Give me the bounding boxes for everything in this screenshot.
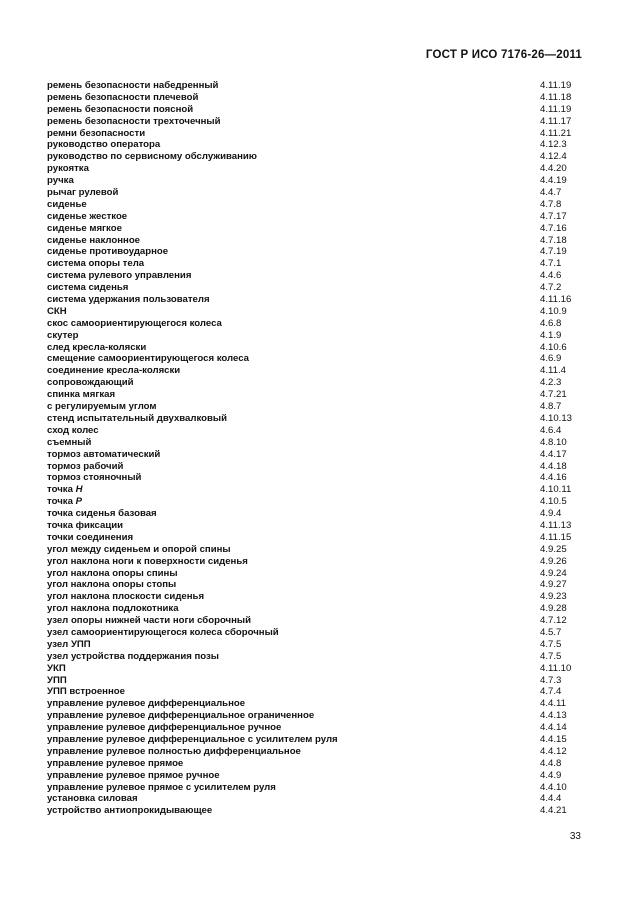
entry-term-text: устройство антиопрокидывающее [47,805,213,817]
entry-reference: 4.4.7 [540,187,562,199]
entry-reference: 4.7.19 [540,246,567,258]
index-entry [47,805,585,817]
document-header: ГОСТ Р ИСО 7176-26—2011 [425,49,582,61]
entry-term [47,211,127,223]
index-entry [47,603,585,615]
entry-term [47,710,314,722]
index-entry [47,116,585,128]
entry-term-text: сопровождающий [47,377,134,389]
index-entry [47,104,585,116]
entry-reference: 4.4.13 [540,710,567,722]
entry-reference: 4.7.12 [540,615,567,627]
entry-term-text: руководство оператора [47,139,161,151]
entry-term [47,128,145,140]
index-entry [47,449,585,461]
entry-term-text: узел самоориентирующегося колеса сборочный [47,626,279,638]
entry-term [47,139,160,151]
entry-term-text: узел УПП [47,638,91,650]
entry-term-text: ремни безопасности [47,127,146,139]
entry-term-text: угол между сиденьем и опорой спины [47,543,231,555]
index-entry [47,211,585,223]
entry-term [47,508,157,520]
entry-reference: 4.4.8 [540,757,562,769]
entry-term [47,270,191,282]
entry-term-text: управление рулевое дифференциальное ограниченное [47,710,315,722]
entry-reference: 4.10.11 [540,484,572,496]
index-entry [47,139,585,151]
index-entry [47,508,585,520]
entry-reference: 4.8.10 [540,436,567,448]
entry-term [47,353,249,365]
entry-reference: 4.1.9 [540,329,562,341]
entry-reference: 4.7.16 [540,222,567,234]
entry-reference: 4.7.17 [540,210,567,222]
index-entry [47,389,585,401]
entry-term-text: сиденье наклонное [47,234,141,246]
entry-reference: 4.9.26 [540,555,567,567]
entry-symbol: P [75,496,82,508]
entry-term-text: сиденье мягкое [47,222,122,234]
entry-term-text: ремень безопасности набедренный [47,80,219,91]
index-entry [47,151,585,163]
index-entry [47,92,585,104]
index-entry [47,710,585,722]
index-entry [47,746,585,758]
index-entry [47,330,585,342]
entry-term [47,282,128,294]
entry-term-text: сиденье жесткое [47,210,128,222]
entry-reference: 4.11.21 [540,127,572,139]
entry-reference: 4.11.13 [540,519,572,531]
entry-term [47,104,193,116]
entry-reference: 4.7.4 [540,686,562,698]
entry-term-text: УКП [47,662,66,674]
entry-term [47,663,66,675]
entry-reference: 4.9.4 [540,508,562,520]
index-entry [47,520,585,532]
entry-reference: 4.4.21 [540,805,567,817]
entry-term [47,365,180,377]
index-entry [47,651,585,663]
entry-term-text: ремень безопасности поясной [47,103,194,115]
entry-term [47,627,279,639]
entry-term [47,639,91,651]
index-entry [47,80,585,92]
index-entry [47,663,585,675]
entry-reference: 4.9.25 [540,543,567,555]
entry-reference: 4.4.18 [540,460,567,472]
index-entry [47,591,585,603]
entry-term [47,461,123,473]
entry-term [47,603,179,615]
entry-term-text: установка силовая [47,793,138,805]
entry-term-text: ремень безопасности трехточечный [47,115,221,127]
entry-reference: 4.11.19 [540,103,572,115]
entry-reference: 4.10.5 [540,496,567,508]
entry-term [47,318,222,330]
entry-term-text: управление рулевое полностью дифференциальное [47,745,301,757]
entry-reference: 4.5.7 [540,626,562,638]
index-entry [47,318,585,330]
entry-term-text: УПП встроенное [47,686,125,698]
index-entry [47,627,585,639]
entry-term-text: управление рулевое прямое [47,757,184,769]
index-list [47,80,585,817]
entry-term [47,698,245,710]
entry-term-text: руководство по сервисному обслуживанию [47,151,257,163]
entry-term-text: с регулируемым углом [47,401,157,413]
entry-reference: 4.12.4 [540,151,567,163]
entry-term [47,591,204,603]
index-entry [47,377,585,389]
entry-reference: 4.4.11 [540,698,566,710]
entry-reference: 4.12.3 [540,139,567,151]
index-entry [47,615,585,627]
entry-term-text: скос самоориентирующегося колеса [47,317,222,329]
entry-reference: 4.9.24 [540,567,567,579]
entry-term-text: рычаг рулевой [47,187,119,199]
entry-term-text: смещение самоориентирующегося колеса [47,353,250,365]
index-entry [47,294,585,306]
entry-term [47,425,99,437]
entry-term-text: система удержания пользователя [47,294,210,306]
entry-term-text: угол наклона подлокотника [47,603,179,615]
entry-term [47,258,144,270]
entry-term [47,746,301,758]
entry-term [47,556,248,568]
entry-term [47,342,146,354]
index-entry [47,686,585,698]
entry-term [47,437,91,449]
entry-term-text: стенд испытательный двухвалковый [47,412,228,424]
entry-term [47,686,125,698]
entry-term-text: сиденье противоударное [47,246,169,258]
entry-term-text: система опоры тела [47,258,145,270]
entry-term-text: спинка мягкая [47,389,116,401]
index-entry [47,199,585,211]
entry-reference: 4.11.18 [540,91,572,103]
entry-reference: 4.4.16 [540,472,567,484]
entry-term-text: управление рулевое прямое ручное [47,769,220,781]
entry-reference: 4.4.6 [540,270,562,282]
entry-term-text: рукоятка [47,163,89,175]
entry-term-text: ремень безопасности плечевой [47,91,199,103]
index-entry [47,282,585,294]
entry-term-text: ручка [47,175,74,187]
entry-term [47,782,276,794]
index-entry [47,258,585,270]
entry-term-text: точки соединения [47,531,134,543]
entry-term-text: угол наклона опоры стопы [47,579,177,591]
entry-reference: 4.11.10 [540,662,572,674]
index-entry [47,556,585,568]
entry-reference: 4.10.6 [540,341,567,353]
entry-reference: 4.4.12 [540,745,567,757]
index-entry [47,568,585,580]
index-entry [47,413,585,425]
entry-term [47,80,218,92]
entry-term [47,413,227,425]
entry-term [47,544,231,556]
index-entry [47,484,585,496]
entry-reference: 4.11.4 [540,365,566,377]
entry-term-text: тормоз автоматический [47,448,161,460]
index-entry [47,532,585,544]
entry-reference: 4.9.27 [540,579,567,591]
entry-reference: 4.6.4 [540,424,562,436]
index-entry [47,401,585,413]
entry-term-text: точка фиксации [47,519,124,531]
entry-term-text: точка сиденья базовая [47,508,157,520]
index-entry [47,675,585,687]
index-entry [47,163,585,175]
index-entry [47,734,585,746]
entry-term [47,306,67,318]
index-entry [47,639,585,651]
entry-term-text: узел опоры нижней части ноги сборочный [47,615,252,627]
entry-reference: 4.7.5 [540,638,562,650]
entry-term-text: УПП [47,674,67,686]
entry-term-text: система рулевого управления [47,270,192,282]
entry-term-text: угол наклона опоры спины [47,567,178,579]
entry-term [47,805,212,817]
index-entry [47,187,585,199]
entry-term-text: сиденье [47,198,87,210]
index-entry [47,544,585,556]
entry-reference: 4.4.14 [540,722,567,734]
entry-reference: 4.4.9 [540,769,562,781]
entry-reference: 4.4.10 [540,781,567,793]
index-entry [47,306,585,318]
index-entry [47,365,585,377]
entry-term-text: управление рулевое дифференциальное ручное [47,722,282,734]
index-entry [47,270,585,282]
entry-term [47,651,219,663]
index-entry [47,722,585,734]
entry-term [47,568,178,580]
entry-symbol: H [75,484,83,496]
entry-reference: 4.7.8 [540,198,562,210]
entry-term-text: угол наклона плоскости сиденья [47,591,205,603]
entry-reference: 4.7.18 [540,234,567,246]
entry-reference: 4.7.3 [540,674,562,686]
entry-reference: 4.2.3 [540,377,562,389]
entry-term [47,294,210,306]
entry-reference: 4.6.9 [540,353,562,365]
entry-reference: 4.4.4 [540,793,562,805]
entry-term [47,389,115,401]
entry-reference: 4.7.2 [540,282,562,294]
entry-reference: 4.9.28 [540,603,567,615]
entry-reference: 4.11.17 [540,115,572,127]
entry-term [47,246,168,258]
entry-reference: 4.7.21 [540,389,567,401]
index-entry [47,770,585,782]
entry-term [47,223,122,235]
entry-term-text: тормоз стояночный [47,472,142,484]
entry-term [47,330,78,342]
index-entry [47,128,585,140]
entry-term [47,472,141,484]
index-entry [47,793,585,805]
entry-term [47,615,251,627]
entry-reference: 4.8.7 [540,401,562,413]
entry-term [47,532,133,544]
entry-term-text: точка [47,484,73,496]
index-entry [47,758,585,770]
entry-term [47,496,82,508]
entry-term-text: управление рулевое прямое с усилителем руля [47,781,276,793]
entry-term [47,675,67,687]
entry-reference: 4.4.15 [540,733,567,745]
entry-reference: 4.7.5 [540,650,562,662]
index-entry [47,472,585,484]
entry-reference: 4.9.23 [540,591,567,603]
entry-term [47,187,118,199]
entry-term-text: след кресла-коляски [47,341,147,353]
entry-term [47,520,123,532]
entry-reference: 4.7.1 [540,258,562,270]
index-entry [47,425,585,437]
entry-term-text: сход колес [47,424,99,436]
index-entry [47,175,585,187]
entry-term [47,793,138,805]
entry-term-text: система сиденья [47,282,129,294]
entry-reference: 4.10.9 [540,305,567,317]
entry-term [47,401,157,413]
index-entry [47,342,585,354]
entry-term-text: СКН [47,305,67,317]
entry-term-text: угол наклона ноги к поверхности сиденья [47,555,248,567]
entry-term [47,734,338,746]
entry-reference: 4.4.17 [540,448,567,460]
index-entry [47,353,585,365]
entry-reference: 4.4.20 [540,163,567,175]
entry-term [47,770,220,782]
entry-term [47,579,176,591]
entry-term [47,92,198,104]
index-entry [47,782,585,794]
entry-reference: 4.11.15 [540,531,572,543]
entry-term [47,163,89,175]
entry-reference: 4.10.13 [540,412,573,424]
entry-term [47,758,183,770]
entry-term [47,199,87,211]
index-entry [47,437,585,449]
entry-term-text: управление рулевое дифференциальное с усилителем руля [47,733,338,745]
entry-term [47,449,160,461]
index-entry [47,235,585,247]
index-entry [47,698,585,710]
entry-term-text: тормоз рабочий [47,460,124,472]
entry-reference: 4.11.16 [540,294,572,306]
entry-term-text: узел устройства поддержания позы [47,650,219,662]
entry-term [47,377,134,389]
index-entry [47,579,585,591]
entry-reference: 4.11.19 [540,80,572,91]
entry-reference: 4.4.19 [540,175,567,187]
entry-term-text: съемный [47,436,92,448]
entry-term [47,484,83,496]
page-number: 33 [569,831,581,842]
index-entry [47,461,585,473]
entry-term-text: управление рулевое дифференциальное [47,698,246,710]
index-entry [47,246,585,258]
entry-term [47,151,257,163]
entry-term-text: скутер [47,329,79,341]
entry-term-text: точка [47,496,73,508]
entry-term [47,235,140,247]
entry-term [47,722,281,734]
entry-term [47,116,221,128]
entry-term-text: соединение кресла-коляски [47,365,181,377]
index-entry [47,223,585,235]
entry-term [47,175,74,187]
entry-reference: 4.6.8 [540,317,562,329]
index-entry [47,496,585,508]
